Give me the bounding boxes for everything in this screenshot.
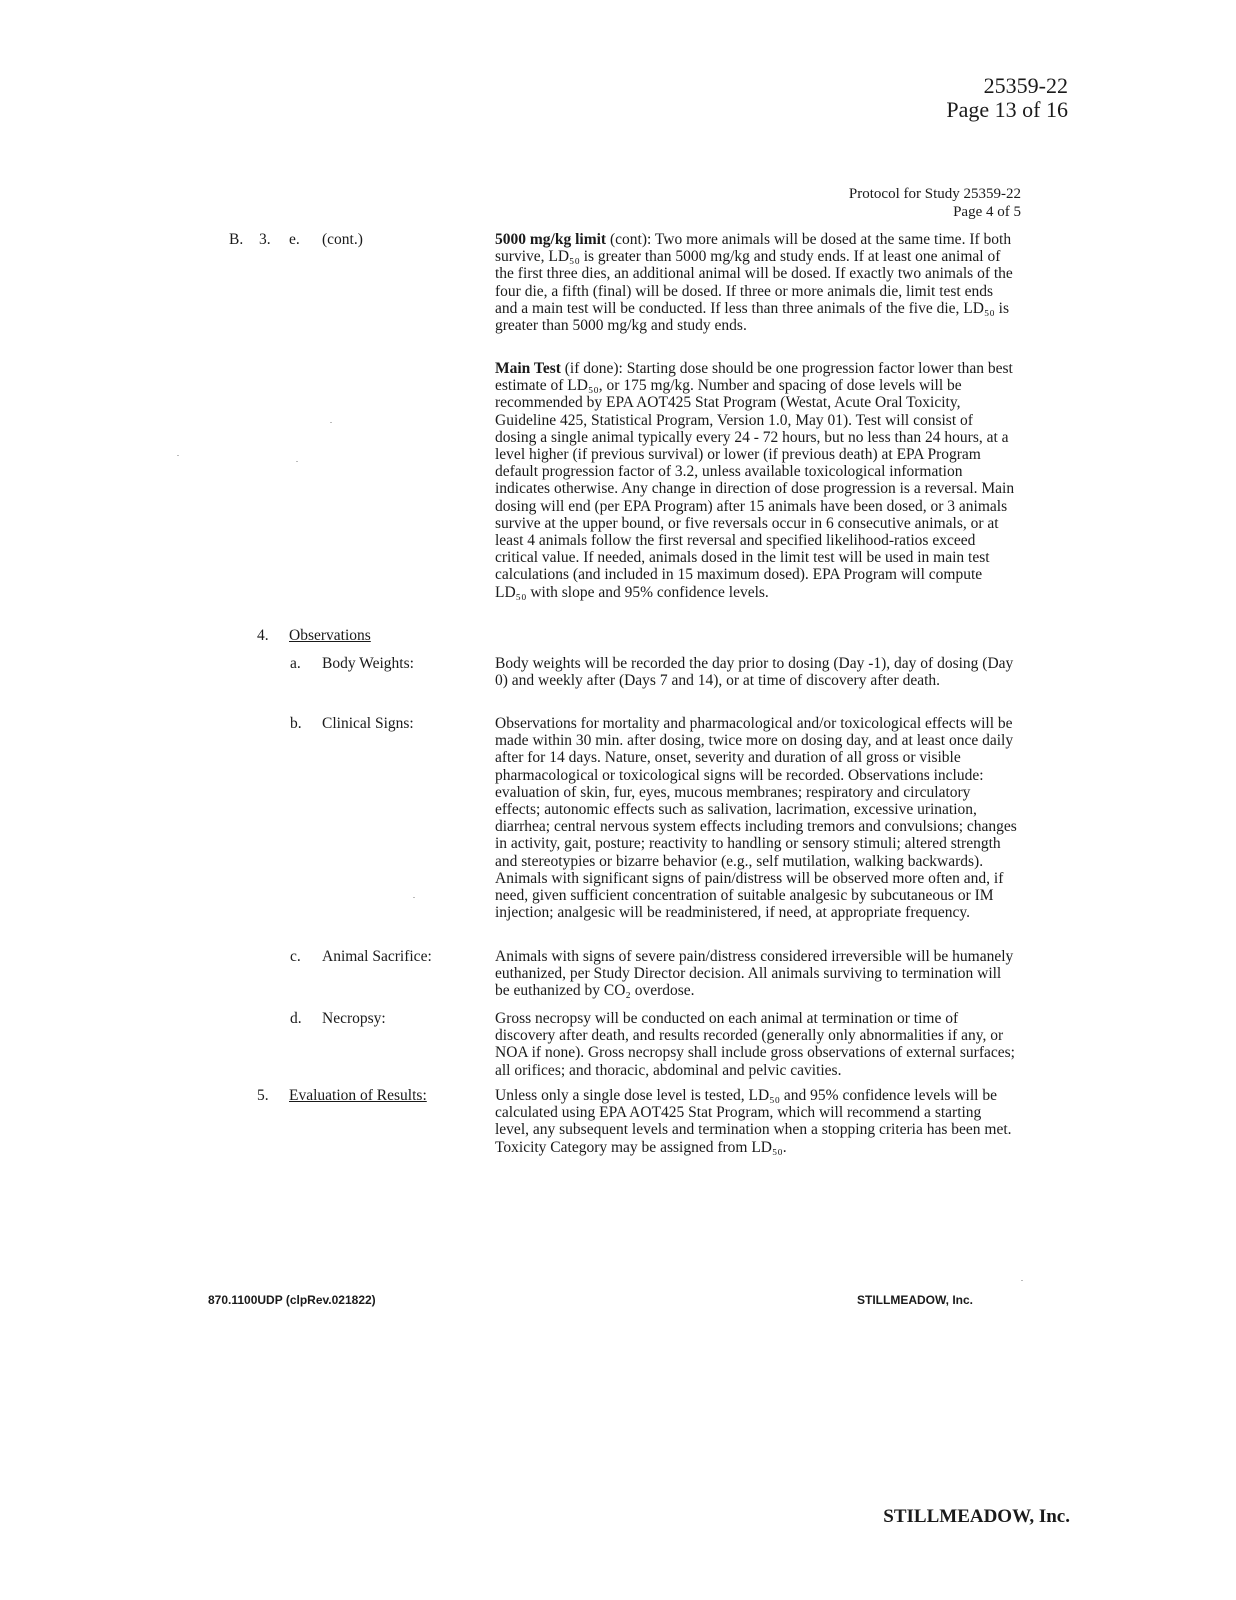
section-letter-e: e. (289, 231, 300, 248)
limit-test-title: 5000 mg/kg limit (495, 231, 607, 248)
main-test-title: Main Test (495, 360, 561, 377)
body-weights-text: Body weights will be recorded the day prior to dosing (Day -1), day of dosing (Day 0) and weekly after (Days 7 and 14), or at time of discovery after death. (495, 655, 1014, 690)
animal-sacrifice-letter: c. (290, 948, 301, 965)
body-weights-label: Body Weights: (322, 655, 414, 672)
body-weights-letter: a. (290, 655, 301, 672)
clinical-signs-text: Observations for mortality and pharmacological and/or toxicological effects will be made within 30 min. after dosing, twice more on dosing day, and at least once daily after for 14 days. Nature, onset, severity and duration of all gross or visible pharmacological or toxicological signs will be recorded. Observations include: evaluation of skin, fur, eyes, mucous membranes; respiratory and circulatory effects; autonomic effects such as salivation, lacrimation, excessive urination, diarrhea; central nervous system effects including tremors and convulsions; changes in activity, gait, posture; reactivity to handling or sensory stimuli; altered strength and stereotypies or bizarre behavior (e.g., self mutilation, walking backwards). Animals with significant signs of pain/distress will be observed more often and, if need, given sufficient concentration of suitable analgesic by subcutaneous or IM injection; analgesic will be readministered, if need, at appropriate frequency. (495, 715, 1017, 922)
observations-heading: Observations (289, 627, 371, 644)
necropsy-text: Gross necropsy will be conducted on each animal at termination or time of discovery after death, and results recorded (generally only abnormalities if any, or NOA if none). Gross necropsy shall include gross observations of external surfaces; all orifices; and thoracic, abdominal and pelvic cavities. (495, 1010, 1015, 1079)
protocol-page: Page 4 of 5 (953, 204, 1021, 220)
clinical-signs-letter: b. (290, 715, 302, 732)
animal-sacrifice-text: Animals with signs of severe pain/distress considered irreversible will be humanely euthanized, per Study Director decision. All animals surviving to termination will be euthanized by CO₂ overdose. (495, 948, 1014, 1000)
scan-speck (1021, 1280, 1023, 1281)
evaluation-heading: Evaluation of Results: (289, 1087, 427, 1104)
limit-test-text: (cont): Two more animals will be dosed at the same time. If both survive, LD₅₀ is greater than 5000 mg/kg and study ends. If at least one animal of the first three dies, an additional animal will be dosed. If exactly two animals of the four die, a fifth (final) will be dosed. If three or more animals die, limit test ends and a main test will be conducted. If less than three animals of the five die, LD₅₀ is greater than 5000 mg/kg and study ends. (495, 231, 1013, 335)
document-number: 25359-22 (983, 73, 1068, 98)
observations-number: 4. (257, 627, 269, 644)
scan-speck (177, 455, 179, 456)
inner-company-footer: STILLMEADOW, Inc. (857, 1293, 973, 1307)
main-test-paragraph (495, 360, 1017, 601)
main-test-text: (if done): Starting dose should be one progression factor lower than best estimate of LD₅₀, or 175 mg/kg. Number and spacing of dose levels will be recommended by EPA AOT425 Stat Program (Westat, Acute Oral Toxicity, Guideline 425, Statistical Program, Version 1.0, May 01). Test will consist of dosing a single animal typically every 24 - 72 hours, but no less than 24 hours, at a level higher (if previous survival) or lower (if previous death) at EPA Program default progression factor of 3.2, unless available toxicological information indicates otherwise. Any change in direction of dose progression is a reversal. Main dosing will end (per EPA Program) after 15 animals have been dosed, or 3 animals survive at the upper bound, or five reversals occur in 6 consecutive animals, or at least 4 animals follow the first reversal and specified likelihood-ratios exceed critical value. If needed, animals dosed in the limit test will be used in main test calculations (and included in 15 maximum dosed). EPA Program will compute LD₅₀ with slope and 95% confidence levels. (495, 360, 1015, 601)
evaluation-number: 5. (257, 1087, 269, 1104)
form-identifier: 870.1100UDP (clpRev.021822) (208, 1293, 376, 1307)
scan-speck (296, 461, 298, 462)
scan-speck (330, 422, 332, 423)
section-cont-label: (cont.) (322, 231, 363, 248)
section-number-3: 3. (259, 231, 271, 248)
limit-test-paragraph (495, 231, 1017, 334)
page-number: Page 13 of 16 (946, 97, 1068, 122)
protocol-title: Protocol for Study 25359-22 (848, 186, 1021, 202)
evaluation-text: Unless only a single dose level is tested, LD₅₀ and 95% confidence levels will be calculated using EPA AOT425 Stat Program, which will recommend a starting level, any subsequent levels and termination when a stopping criteria has been met. Toxicity Category may be assigned from LD₅₀. (495, 1087, 1012, 1156)
section-letter-b: B. (229, 231, 244, 248)
necropsy-letter: d. (290, 1010, 302, 1027)
clinical-signs-label: Clinical Signs: (322, 715, 414, 732)
necropsy-label: Necropsy: (322, 1010, 386, 1027)
scan-speck (413, 897, 415, 898)
animal-sacrifice-label: Animal Sacrifice: (322, 948, 432, 965)
outer-company-footer: STILLMEADOW, Inc. (883, 1506, 1070, 1527)
